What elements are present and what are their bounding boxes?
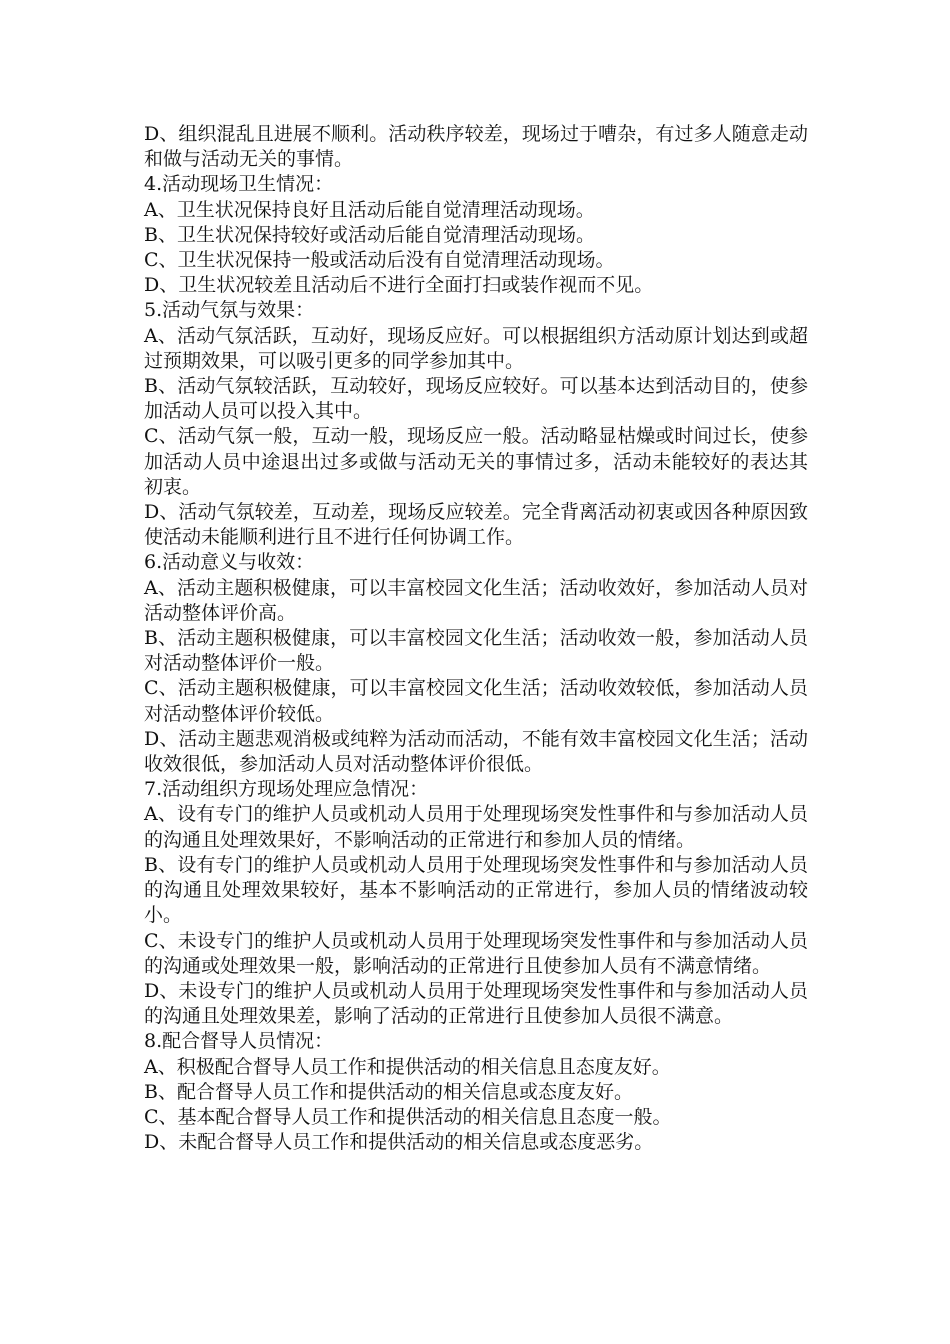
option-a-significance: A、活动主题积极健康，可以丰富校园文化生活；活动收效好，参加活动人员对活动整体评价高。 [144, 576, 808, 624]
option-d-atmosphere: D、活动气氛较差，互动差，现场反应较差。完全背离活动初衷或因各种原因致使活动未能顺利进行且不进行任何协调工作。 [144, 501, 808, 549]
option-c-significance: C、活动主题积极健康，可以丰富校园文化生活；活动收效较低，参加活动人员对活动整体评价较低。 [144, 677, 808, 725]
section-heading-8: 8.配合督导人员情况： [144, 1030, 334, 1053]
section-heading-4: 4.活动现场卫生情况： [144, 173, 334, 196]
option-a-emergency: A、设有专门的维护人员或机动人员用于处理现场突发性事件和与参加活动人员的沟通且处理效果好，不影响活动的正常进行和参加人员的情绪。 [144, 803, 808, 851]
option-a-supervision: A、积极配合督导人员工作和提供活动的相关信息且态度友好。 [144, 1055, 671, 1078]
section-heading-7: 7.活动组织方现场处理应急情况： [144, 778, 429, 801]
option-b-supervision: B、配合督导人员工作和提供活动的相关信息或态度友好。 [144, 1080, 633, 1103]
option-b-emergency: B、设有专门的维护人员或机动人员用于处理现场突发性事件和与参加活动人员的沟通且处理效果较好，基本不影响活动的正常进行，参加人员的情绪波动较小。 [144, 853, 808, 927]
option-a-hygiene: A、卫生状况保持良好且活动后能自觉清理活动现场。 [144, 198, 595, 221]
option-b-significance: B、活动主题积极健康，可以丰富校园文化生活；活动收效一般，参加活动人员对活动整体评价一般。 [144, 627, 808, 675]
option-b-hygiene: B、卫生状况保持较好或活动后能自觉清理活动现场。 [144, 223, 595, 246]
option-d-emergency: D、未设专门的维护人员或机动人员用于处理现场突发性事件和与参加活动人员的沟通且处理效果差，影响了活动的正常进行且使参加人员很不满意。 [144, 979, 808, 1028]
section-heading-6: 6.活动意义与收效： [144, 551, 315, 574]
option-d-significance: D、活动主题悲观消极或纯粹为活动而活动，不能有效丰富校园文化生活；活动收效很低，参加活动人员对活动整体评价很低。 [144, 727, 808, 776]
option-d-supervision: D、未配合督导人员工作和提供活动的相关信息或态度恶劣。 [144, 1131, 654, 1154]
document-body [144, 122, 808, 1155]
section-heading-5: 5.活动气氛与效果： [144, 299, 315, 322]
option-c-atmosphere: C、活动气氛一般，互动一般，现场反应一般。活动略显枯燥或时间过长，使参加活动人员中途退出过多或做与活动无关的事情过多，活动未能较好的表达其初衷。 [144, 425, 808, 498]
option-c-supervision: C、基本配合督导人员工作和提供活动的相关信息且态度一般。 [144, 1105, 672, 1128]
option-c-hygiene: C、卫生状况保持一般或活动后没有自觉清理活动现场。 [144, 249, 615, 272]
option-a-atmosphere: A、活动气氛活跃，互动好，现场反应好。可以根据组织方活动原计划达到或超过预期效果，可以吸引更多的同学参加其中。 [144, 324, 808, 372]
paragraph-d-organization: D、组织混乱且进展不顺利。活动秩序较差，现场过于嘈杂，有过多人随意走动和做与活动无关的事情。 [144, 123, 808, 171]
option-d-hygiene: D、卫生状况较差且活动后不进行全面打扫或装作视而不见。 [144, 274, 654, 297]
option-c-emergency: C、未设专门的维护人员或机动人员用于处理现场突发性事件和与参加活动人员的沟通或处理效果一般，影响活动的正常进行且使参加人员有不满意情绪。 [144, 929, 808, 977]
option-b-atmosphere: B、活动气氛较活跃，互动较好，现场反应较好。可以基本达到活动目的，使参加活动人员可以投入其中。 [144, 375, 808, 423]
